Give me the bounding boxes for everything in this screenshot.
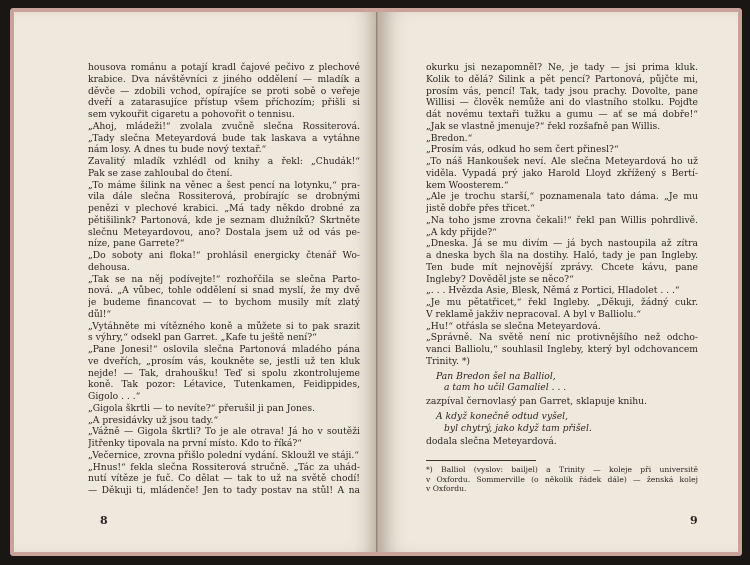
text-line: „To máme šilink na věnec a šest pencí na lotynku,“ pra- (88, 179, 360, 191)
text-line: „Ahoj, mládeži!“ zvolala zvučně slečna Rossiterová. (88, 120, 360, 132)
footnote-line: v Oxfordu. Sommerville (o několik řádek dále) — ženská kolej (426, 474, 698, 484)
text-line: penězi v plechové krabici. „Má tady někdo drobné za (88, 203, 360, 214)
text-line: — Děkuji ti, mládenče! Jen to tady postav na stůl! A na (88, 485, 360, 496)
text-line: „Vytáhněte mi vítězného koně a můžete si to pak srazit (88, 320, 360, 332)
text-line: „Večernice, zrovna přišlo polední vydání. Skloužl ve stáji.“ (88, 449, 359, 461)
footnote-line: v Oxfordu. (426, 484, 467, 494)
text-line: Ingleby? Dověděl jste se něco?“ (426, 273, 574, 285)
text-line: prosím vás, pencí! Tak, tady jsou prachy. Dovolte, pane (426, 85, 698, 97)
text-line: „Tak se na něj podívejte!“ rozhořčila se slečna Parto- (88, 273, 360, 285)
text-line: „Ale je trochu starší,“ poznamenala tato dáma. „Je mu (426, 191, 698, 203)
text-line: dát novému textaři tužku a gumu — ať se má dobře!“ (426, 109, 698, 120)
text-line: okurku jsi nezapomněl? Ne, je tady — jsi prima kluk. (426, 62, 698, 73)
text-line: slečnu Meteyardovou, ano? Dostala jsem už od vás pe- (88, 226, 360, 238)
text-line: Kolik to dělá? Šilink a pět pencí? Partonová, půjčte mi, (426, 73, 698, 85)
text-line: Willisi — člověk nemůže ani do vlastního stolku. Pojďte (426, 97, 698, 109)
footnote (426, 465, 698, 494)
text-line: a dneska bych šla na dostihy. Haló, tady je pan Ingleby. (426, 250, 698, 261)
text-line: zazpíval černovlasý pan Garret, sklapuje knihu. (426, 396, 648, 407)
text-line: s výhry,“ odsekl pan Garret. „Kafe tu ještě není?“ (88, 332, 317, 344)
text-line: housova románu a potají kradl čajové pečivo z plechové (88, 62, 360, 73)
verse-line: byl chytrý, jako když tam přišel. (444, 422, 592, 434)
text-line: „Na toho jsme zrovna čekali!“ řekl pan Willis pohrdlivě. (426, 214, 698, 226)
right-page (380, 12, 738, 552)
text-line: dodala slečna Meteyardová. (426, 436, 557, 448)
text-line: Jitřenky tipovala na první místo. Kdo to říká?“ (88, 438, 302, 449)
text-line: Gigolo . . .“ (88, 391, 141, 402)
footnote-line: *) Balliol (vyslov: bailjel) a Trinity — koleje při universitě (426, 465, 698, 474)
text-line: níze, pane Garrete?“ (88, 238, 185, 250)
text-line: „Jak se vlastně jmenuje?“ řekl rozšafně pan Willis. (426, 120, 661, 132)
text-line: „Pane Jonesi!“ oslovila slečna Partonová mladého pána (88, 344, 360, 355)
text-line: „Dneska. Já se mu divím — já bych nastoupila až zítra (426, 238, 698, 250)
text-line: děvče — zdobili vchod, opírajíce se proti sobě o veřeje (88, 85, 360, 97)
text-line: Pak se zase zahloubal do čtení. (88, 167, 233, 179)
text-line: je budeme financovat — to bychom musily mít zlatý (88, 297, 360, 308)
poem-verse-1 (436, 371, 698, 395)
text-line: důl!“ (88, 308, 112, 320)
text-line: „. . . Hvězda Asie, Blesk, Němá z Portici, Hladolet . . .“ (426, 285, 680, 297)
poem-verse-2 (436, 411, 698, 435)
verse-line: Pan Bredon šel na Balliol, (436, 370, 556, 382)
verse-line: A když konečně odtud vyšel, (436, 410, 569, 422)
text-line: dehousa. (88, 261, 130, 273)
text-line: Zavalitý mladík vzhlédl od knihy a řekl: „Chudák!“ (88, 156, 360, 167)
text-line: nejde! — Tak, drahoušku! Teď si spolu zkontrolujeme (88, 367, 360, 379)
text-line: sem vykouřit cigaretu a pohovořit o tennisu. (88, 109, 295, 120)
text-line: „A kdy přijde?“ (426, 226, 497, 238)
text-line: „Prosím vás, odkud ho sem čert přinesl?“ (426, 144, 619, 156)
text-line: nutí vítěze je fuč. Co dělat — tak to už na světě chodí! (88, 473, 360, 485)
text-line: ve dveřích, „prosím vás, koukněte se, jestli už ten kluk (88, 355, 360, 367)
text-line: „Hnus!“ fekla slečna Rossiterová stručně. „Tác za uhád- (88, 461, 360, 473)
text-line: pětišilink? Partonová, kde je seznam dlužníků? Škrtněte (88, 214, 360, 226)
text-line: „A presidávky už jsou tady.“ (88, 414, 219, 426)
text-line: „Gigola škrtli — to nevíte?“ přerušil ji pan Jones. (88, 402, 315, 414)
text-line: „Vážně — Gigola škrtli? To je ale otrava! Já ho v soutěži (88, 426, 360, 438)
page-number-left: 8 (100, 514, 108, 527)
text-line: vanci Balliolu,“ souhlasil Ingleby, který byl odchovancem (426, 344, 698, 355)
text-line: nám losy. A dnes tu bude nový textař.“ (88, 144, 267, 156)
open-book (10, 8, 742, 556)
text-line: „Správně. Na světě není nic protivnějšího než odcho- (426, 332, 698, 344)
left-page-text (88, 62, 360, 497)
text-line: „Tady slečna Meteyardová bude tak laskava a vytáhne (88, 132, 360, 144)
right-page-text (426, 62, 698, 494)
verse-line: a tam ho učil Gamaliel . . . (444, 382, 567, 394)
text-line: kem Woosterem.“ (426, 179, 509, 191)
text-line: nová. „A vůbec, tohle oddělení si snad myslí, že my dvě (88, 285, 360, 297)
text-line: „Do soboty ani floka!“ prohlásil energicky čtenář Wo- (88, 250, 360, 261)
text-line: „To náš Hankoušek neví. Ale slečna Meteyardová ho už (426, 156, 698, 167)
text-line: viděla. Vypadá prý jako Harold Lloyd zkřížený s Bertí- (426, 167, 698, 179)
text-line: dveří a zatarasujíce přístup všem příchozím; přišli si (88, 97, 360, 109)
text-line: krabice. Dva návštěvníci z jiného oddělení — mladík a (88, 73, 360, 85)
text-line: „Hu!“ otřásla se slečna Meteyardová. (426, 320, 601, 332)
text-line: V reklamě jakživ nepracoval. A byl v Balliolu.“ (426, 308, 642, 320)
text-line: Trinity. *) (426, 355, 470, 367)
text-line: vila dále slečna Rossiterová, probírajíc se drobnými (88, 191, 360, 203)
text-line: Ten bude mít nejnovější zprávy. Chcete kávu, pane (426, 261, 698, 273)
footnote-rule (426, 460, 536, 461)
text-line: koně. Tak pozor: Létavice, Tutenkamen, Feidippides, (88, 379, 360, 391)
left-page (14, 12, 378, 552)
page-number-right: 9 (690, 514, 698, 527)
text-line: jistě dobře přes třicet.“ (426, 203, 535, 214)
text-line: „Je mu pětatřicet,“ řekl Ingleby. „Děkuji, žádný cukr. (426, 297, 698, 308)
text-line: „Bredon.“ (426, 132, 473, 144)
